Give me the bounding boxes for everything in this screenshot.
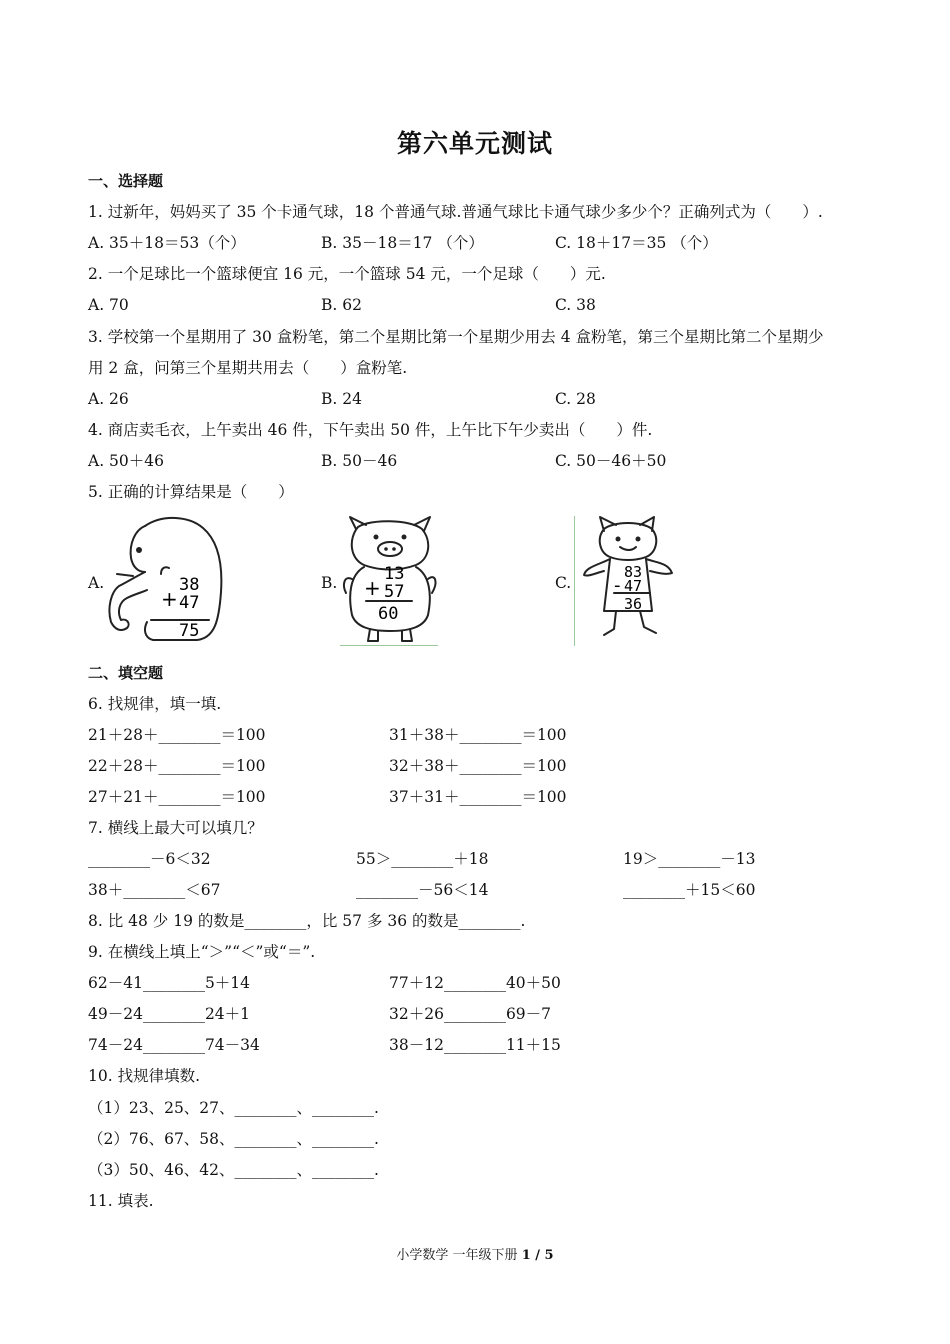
- q9-row1-left: 62－41________5＋14: [88, 974, 251, 992]
- q1-option-b: B. 35－18＝17 （个）: [321, 234, 484, 252]
- q9-row2-left: 49－24________24＋1: [88, 1005, 251, 1023]
- pig-illustration: [340, 515, 440, 645]
- q11-stem: 11. 填表.: [88, 1192, 154, 1210]
- q6-row2-right: 32＋38＋________＝100: [389, 757, 567, 775]
- q1-stem: 1. 过新年，妈妈买了 35 个卡通气球，18 个普通气球.普通气球比卡通气球少多少个？正确列式为（ ）.: [88, 203, 823, 221]
- cat-middle-number: 47: [624, 577, 643, 595]
- pig-middle-number: 57: [384, 582, 405, 602]
- cat-right-arm: [646, 559, 672, 574]
- q6-row1-left: 21＋28＋________＝100: [88, 726, 266, 744]
- elephant-result-number: 75: [179, 621, 200, 641]
- q7-row1-col2: 55＞________＋18: [356, 850, 489, 868]
- q9-stem: 9. 在横线上填上“＞”“＜”或“＝”.: [88, 943, 316, 961]
- q3-stem-line1: 3. 学校第一个星期用了 30 盒粉笔，第二个星期比第一个星期少用去 4 盒粉笔，第三个星期比第二个星期少: [88, 328, 824, 346]
- q7-row2-col1: 38＋________＜67: [88, 881, 221, 899]
- q1-option-c: C. 18＋17＝35 （个）: [555, 234, 718, 252]
- q10-item-1: （1）23、25、27、________、________.: [88, 1099, 379, 1117]
- pig-frame-line: [340, 645, 438, 646]
- elephant-trunk: [109, 572, 147, 630]
- pig-left-nostril: [384, 547, 388, 551]
- page-number: 1 / 5: [521, 1248, 554, 1263]
- cat-mouth: [620, 547, 636, 550]
- pig-operator: +: [364, 576, 381, 600]
- elephant-middle-number: 47: [179, 593, 200, 613]
- q2-option-b: B. 62: [321, 296, 362, 314]
- q5-option-c: C.: [555, 574, 572, 592]
- elephant-operator: +: [161, 587, 178, 611]
- cat-left-arm: [584, 559, 610, 576]
- q3-option-b: B. 24: [321, 390, 362, 408]
- q3-stem-line2: 用 2 盒，问第三个星期共用去（ ）盒粉笔.: [88, 359, 408, 377]
- cat-right-eye: [636, 537, 641, 542]
- q5-stem: 5. 正确的计算结果是（ ）: [88, 483, 294, 501]
- q4-option-c: C. 50－46＋50: [555, 452, 667, 470]
- q6-stem: 6. 找规律，填一填.: [88, 695, 222, 713]
- pig-top-number: 13: [384, 564, 405, 584]
- q7-row1-col3: 19＞________－13: [623, 850, 756, 868]
- cat-result-number: 36: [624, 595, 643, 613]
- elephant-head-curve: [161, 567, 169, 574]
- q3-option-c: C. 28: [555, 390, 596, 408]
- q2-option-a: A. 70: [88, 296, 129, 314]
- q7-row2-col3: ________＋15＜60: [623, 881, 756, 899]
- elephant-eye: [136, 547, 142, 553]
- q4-stem: 4. 商店卖毛衣，上午卖出 46 件，下午卖出 50 件，上午比下午少卖出（ ）件.: [88, 421, 653, 439]
- q5-option-a: A.: [88, 574, 105, 592]
- page-title: 第六单元测试: [396, 129, 553, 158]
- q10-stem: 10. 找规律填数.: [88, 1067, 201, 1085]
- q9-row1-right: 77＋12________40＋50: [389, 974, 561, 992]
- cat-frame-line: [574, 516, 575, 646]
- cat-head: [600, 523, 657, 560]
- q9-row3-left: 74－24________74－34: [88, 1036, 260, 1054]
- q9-row2-right: 32＋26________69－7: [389, 1005, 552, 1023]
- q6-row3-left: 27＋21＋________＝100: [88, 788, 266, 806]
- cat-right-leg: [640, 611, 656, 633]
- elephant-illustration: [105, 512, 235, 647]
- cat-top-number: 83: [624, 563, 643, 581]
- q6-row1-right: 31＋38＋________＝100: [389, 726, 567, 744]
- cat-left-eye: [616, 537, 621, 542]
- q6-row2-left: 22＋28＋________＝100: [88, 757, 266, 775]
- cat-left-leg: [604, 611, 616, 635]
- pig-right-nostril: [392, 547, 396, 551]
- elephant-top-number: 38: [179, 575, 200, 595]
- q2-option-c: C. 38: [555, 296, 596, 314]
- q9-row3-right: 38－12________11＋15: [389, 1036, 561, 1054]
- q1-option-a: A. 35＋18＝53（个）: [88, 234, 246, 252]
- q8-stem: 8. 比 48 少 19 的数是________，比 57 多 36 的数是________.: [88, 912, 526, 930]
- page-footer: [0, 1244, 950, 1263]
- q10-item-3: （3）50、46、42、________、________.: [88, 1161, 379, 1179]
- q4-option-b: B. 50－46: [321, 452, 398, 470]
- q3-option-a: A. 26: [88, 390, 129, 408]
- pig-snout: [378, 542, 402, 556]
- q6-row3-right: 37＋31＋________＝100: [389, 788, 567, 806]
- q10-item-2: （2）76、67、58、________、________.: [88, 1130, 379, 1148]
- cat-operator: -: [614, 575, 621, 596]
- pig-head: [352, 521, 429, 569]
- q7-stem: 7. 横线上最大可以填几？: [88, 819, 263, 837]
- q4-option-a: A. 50＋46: [88, 452, 164, 470]
- elephant-tusk: [117, 574, 133, 576]
- section-choice-heading: 一、选择题: [88, 172, 164, 190]
- q7-row1-col1: ________－6＜32: [88, 850, 211, 868]
- pig-left-eye: [374, 535, 379, 540]
- q7-row2-col2: ________－56＜14: [356, 881, 489, 899]
- pig-right-eye: [402, 535, 407, 540]
- pig-result-number: 60: [378, 604, 399, 624]
- cat-illustration: [580, 515, 680, 645]
- q2-stem: 2. 一个足球比一个篮球便宜 16 元，一个篮球 54 元，一个足球（ ）元.: [88, 265, 606, 283]
- footer-text: 小学数学 一年级下册: [396, 1248, 522, 1263]
- q5-option-b: B.: [321, 574, 338, 592]
- section-fill-heading: 二、填空题: [88, 664, 164, 682]
